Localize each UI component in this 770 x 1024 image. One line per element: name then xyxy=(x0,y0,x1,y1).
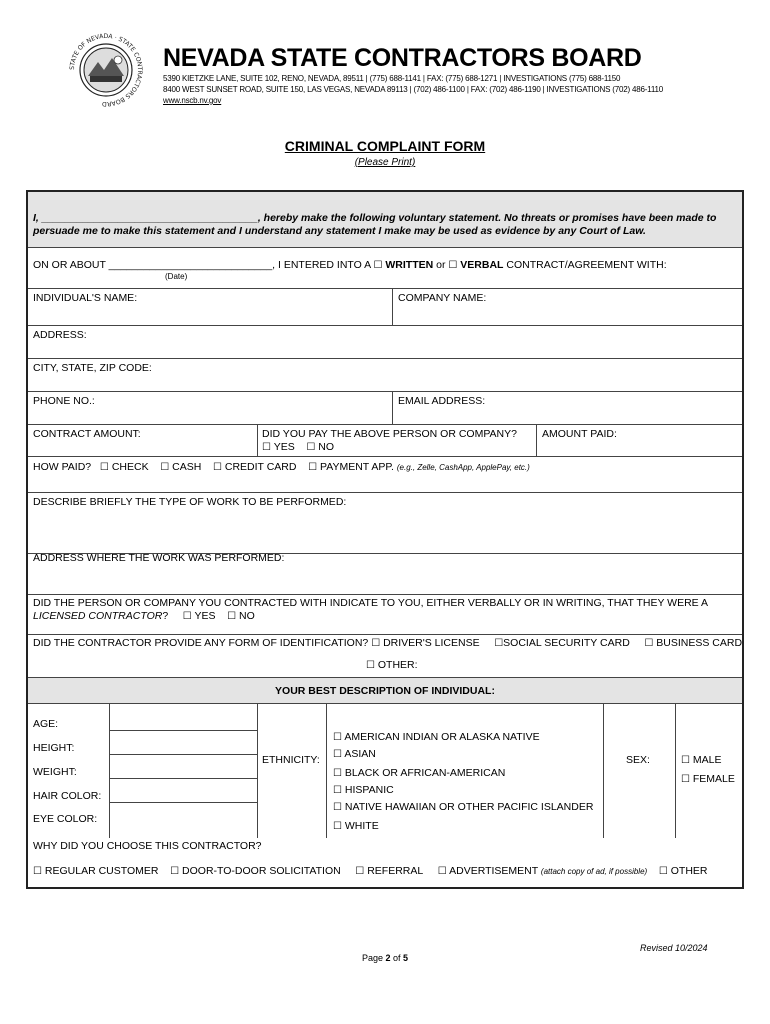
nevada-seal-icon xyxy=(60,24,152,116)
licensed-no-label: NO xyxy=(239,610,255,622)
payment-app-examples: (e.g., Zelle, CashApp, ApplePay, etc.) xyxy=(396,463,530,472)
describe-work-field[interactable]: DESCRIBE BRIEFLY THE TYPE OF WORK TO BE PERFORMED: xyxy=(33,496,347,508)
hair-color-label: HAIR COLOR: xyxy=(33,790,102,802)
cash-label: CASH xyxy=(172,461,202,473)
why-other-label: OTHER xyxy=(670,865,708,877)
ethnicity-hispanic-checkbox[interactable]: ☐ xyxy=(333,785,342,796)
credit-card-label: CREDIT CARD xyxy=(224,461,297,473)
ssn-card-checkbox[interactable]: ☐ xyxy=(494,638,504,649)
verbal-label: VERBAL xyxy=(460,259,504,271)
board-title: NEVADA STATE CONTRACTORS BOARD xyxy=(163,44,642,72)
female-checkbox[interactable]: ☐ xyxy=(681,774,690,785)
male-label: MALE xyxy=(692,754,722,766)
ethnicity-american-indian-checkbox[interactable]: ☐ xyxy=(333,732,342,743)
id-question: DID THE CONTRACTOR PROVIDE ANY FORM OF IDENTIFICATION? xyxy=(33,637,369,649)
id-other-label: OTHER: xyxy=(377,659,418,671)
did-you-pay-question: DID YOU PAY THE ABOVE PERSON OR COMPANY? xyxy=(262,428,517,440)
payment-row xyxy=(28,425,742,457)
licensed-question-mark: ? xyxy=(162,610,169,622)
address-field[interactable]: ADDRESS: xyxy=(33,329,87,341)
form-subtitle: (Please Print) xyxy=(354,157,416,168)
ethnicity-option: ASIAN xyxy=(344,748,376,760)
work-address-field[interactable]: ADDRESS WHERE THE WORK WAS PERFORMED: xyxy=(33,552,285,564)
door-to-door-checkbox[interactable]: ☐ xyxy=(170,866,180,877)
written-checkbox[interactable]: ☐ xyxy=(373,260,383,271)
phone-field[interactable]: PHONE NO.: xyxy=(33,395,95,407)
paid-no-checkbox[interactable]: ☐ xyxy=(306,442,316,453)
ethnicity-option: WHITE xyxy=(344,820,379,832)
business-card-label: BUSINESS CARD xyxy=(656,637,743,649)
why-chose-row xyxy=(28,838,742,887)
height-input[interactable] xyxy=(110,732,256,753)
hair-color-input[interactable] xyxy=(110,780,256,801)
physical-description-block xyxy=(28,704,742,838)
id-other-checkbox[interactable]: ☐ xyxy=(366,660,375,671)
payment-app-checkbox[interactable]: ☐ xyxy=(308,462,318,473)
ethnicity-white-checkbox[interactable]: ☐ xyxy=(333,821,342,832)
age-input[interactable] xyxy=(110,708,256,729)
cash-checkbox[interactable]: ☐ xyxy=(160,462,170,473)
business-card-checkbox[interactable]: ☐ xyxy=(644,638,654,649)
female-label: FEMALE xyxy=(692,773,735,785)
regular-customer-label: REGULAR CUSTOMER xyxy=(44,865,159,877)
company-name-field[interactable]: COMPANY NAME: xyxy=(398,292,487,304)
address-line-las-vegas: 8400 WEST SUNSET ROAD, SUITE 150, LAS VEGAS, NEVADA 89113 | (702) 486-1100 | FAX: (702) 486-1190 | INVESTIGATIONS (702) 486-1110 xyxy=(163,85,663,94)
sex-label: SEX: xyxy=(626,754,650,766)
ssn-card-label: SOCIAL SECURITY CARD xyxy=(503,637,630,649)
ethnicity-option: HISPANIC xyxy=(344,784,394,796)
identification-row xyxy=(28,635,742,678)
paid-yes-label: YES xyxy=(273,441,295,453)
ethnicity-pacific-islander-checkbox[interactable]: ☐ xyxy=(333,802,342,813)
written-label: WRITTEN xyxy=(385,259,434,271)
how-paid-row xyxy=(28,457,742,493)
address-line-reno: 5390 KIETZKE LANE, SUITE 102, RENO, NEVADA, 89511 | (775) 688-1141 | FAX: (775) 688-1271 | INVESTIGATIONS (775) 688-1150 xyxy=(163,74,621,83)
how-paid-label: HOW PAID? xyxy=(33,461,92,473)
individual-name-field[interactable]: INDIVIDUAL'S NAME: xyxy=(33,292,138,304)
check-checkbox[interactable]: ☐ xyxy=(99,462,109,473)
licensed-yes-checkbox[interactable]: ☐ xyxy=(182,611,192,622)
page-number: Page 2 of 5 xyxy=(361,953,409,963)
age-label: AGE: xyxy=(33,718,59,730)
weight-input[interactable] xyxy=(110,756,256,777)
ethnicity-label: ETHNICITY: xyxy=(262,754,320,766)
city-row xyxy=(28,359,742,392)
licensed-row xyxy=(28,595,742,635)
ethnicity-option: BLACK OR AFRICAN-AMERICAN xyxy=(344,767,506,779)
work-address-row xyxy=(28,554,742,595)
verbal-checkbox[interactable]: ☐ xyxy=(448,260,458,271)
referral-checkbox[interactable]: ☐ xyxy=(355,866,365,877)
ethnicity-black-checkbox[interactable]: ☐ xyxy=(333,768,342,779)
address-row xyxy=(28,326,742,359)
door-to-door-label: DOOR-TO-DOOR SOLICITATION xyxy=(182,865,341,877)
referral-label: REFERRAL xyxy=(367,865,424,877)
form-title: CRIMINAL COMPLAINT FORM xyxy=(284,138,486,154)
contract-with-label: CONTRACT/AGREEMENT WITH: xyxy=(506,259,667,271)
contract-date-row xyxy=(28,248,742,289)
why-chose-question: WHY DID YOU CHOOSE THIS CONTRACTOR? xyxy=(33,840,262,852)
check-label: CHECK xyxy=(111,461,149,473)
description-header-row xyxy=(28,678,742,704)
drivers-license-label: DRIVER'S LICENSE xyxy=(383,637,480,649)
name-row xyxy=(28,289,742,326)
licensed-contractor-term: LICENSED CONTRACTOR xyxy=(33,610,163,622)
amount-paid-field[interactable]: AMOUNT PAID: xyxy=(542,428,617,440)
city-state-zip-field[interactable]: CITY, STATE, ZIP CODE: xyxy=(33,362,152,374)
email-field[interactable]: EMAIL ADDRESS: xyxy=(398,395,486,407)
date-caption: (Date) xyxy=(165,272,188,281)
attach-ad-note: (attach copy of ad, if possible) xyxy=(540,867,648,876)
advertisement-checkbox[interactable]: ☐ xyxy=(437,866,447,877)
voluntary-statement[interactable]: I, _____________________________________, hereby make the following voluntary statement. No threats or promises have been made to persuade me to make this statement and I understand any statement I make may be used as evidence by any Court of Law. xyxy=(33,212,717,237)
licensed-question: DID THE PERSON OR COMPANY YOU CONTRACTED WITH INDICATE TO YOU, EITHER VERBALLY OR IN WRITING, THAT THEY WERE A xyxy=(33,597,709,609)
paid-yes-checkbox[interactable]: ☐ xyxy=(262,442,271,453)
complaint-form xyxy=(26,190,744,889)
revised-date: Revised 10/2024 xyxy=(640,943,708,953)
licensed-no-checkbox[interactable]: ☐ xyxy=(227,611,237,622)
ethnicity-asian-checkbox[interactable]: ☐ xyxy=(333,749,342,760)
credit-card-checkbox[interactable]: ☐ xyxy=(213,462,222,473)
advertisement-label: ADVERTISEMENT xyxy=(449,865,538,877)
contract-amount-field[interactable]: CONTRACT AMOUNT: xyxy=(33,428,141,440)
weight-label: WEIGHT: xyxy=(33,766,77,778)
eye-color-input[interactable] xyxy=(110,804,256,825)
ethnicity-option: AMERICAN INDIAN OR ALASKA NATIVE xyxy=(344,731,540,743)
paid-no-label: NO xyxy=(318,441,335,453)
payment-app-label: PAYMENT APP. xyxy=(320,461,394,473)
on-or-about-label[interactable]: ON OR ABOUT ____________________________, I ENTERED INTO A xyxy=(33,259,371,271)
ethnicity-option: NATIVE HAWAIIAN OR OTHER PACIFIC ISLANDER xyxy=(344,801,594,813)
contact-row xyxy=(28,392,742,425)
regular-customer-checkbox[interactable]: ☐ xyxy=(33,866,42,877)
or-label: or xyxy=(436,259,446,271)
why-other-checkbox[interactable]: ☐ xyxy=(658,866,668,877)
best-description-heading: YOUR BEST DESCRIPTION OF INDIVIDUAL: xyxy=(275,685,495,697)
statement-row xyxy=(28,192,742,248)
licensed-yes-label: YES xyxy=(194,610,216,622)
website-link[interactable]: www.nscb.nv.gov xyxy=(163,96,222,105)
drivers-license-checkbox[interactable]: ☐ xyxy=(371,638,381,649)
height-label: HEIGHT: xyxy=(33,742,75,754)
male-checkbox[interactable]: ☐ xyxy=(681,755,690,766)
describe-work-row xyxy=(28,493,742,554)
eye-color-label: EYE COLOR: xyxy=(33,813,98,825)
svg-text:STATE OF NEVADA · STATE CONTRA: STATE OF NEVADA · STATE CONTRACTORS BOARD xyxy=(68,32,144,108)
